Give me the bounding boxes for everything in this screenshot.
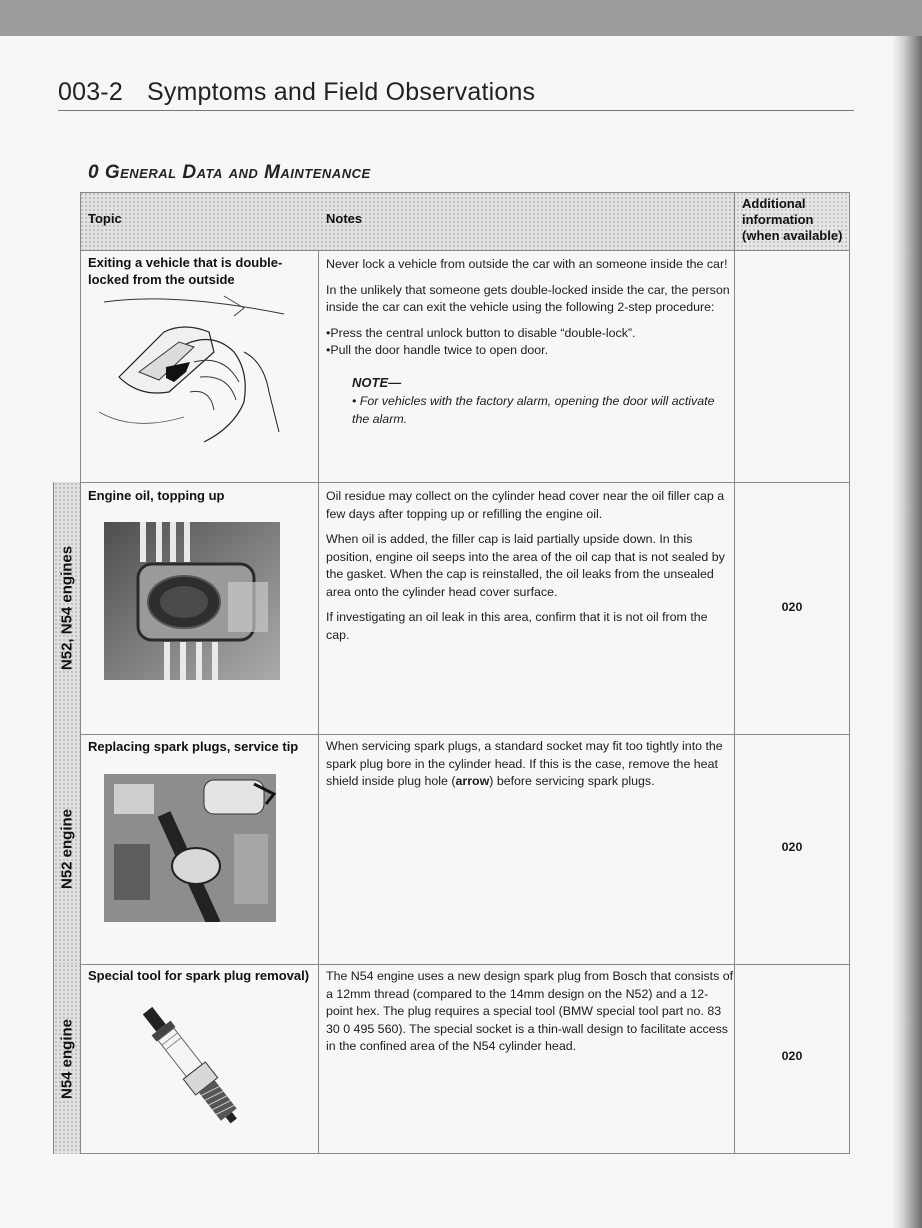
header-topic: Topic <box>88 211 122 226</box>
door-handle-illustration <box>94 292 294 462</box>
row2-ref: 020 <box>781 600 803 614</box>
scan-right-edge <box>892 36 922 1228</box>
chapter-title: Symptoms and Field Observations <box>146 78 536 106</box>
row1-notes: Never lock a vehicle from outside the car with an someone inside the car! In the unlikely that someone gets double-locked inside the car, the person inside the car can exit the vehicle using the following 2-step procedure: • Press the central unlock button to disable “double-lock”. • Pull the door handle twice to open door. NOTE— • For vehicles with the factory alarm, opening the door will activate the alarm. <box>326 256 734 428</box>
row4-notes: The N54 engine uses a new design spark plug from Bosch that consists of a 12mm thread (compared to the 14mm design on the N52) and a 12-point hex. The plug requires a special tool (BMW special tool part no. 83 30 0 495 560). The special socket is a thin-wall design to facilitate access in the confined area of the N54 cylinder head. <box>326 969 734 1053</box>
note-title: NOTE— <box>352 374 402 390</box>
row3-notes: When servicing spark plugs, a standard socket may fit too tightly into the spark plug bore in the cylinder head. If this is the case, remove the heat shield inside plug hole (arrow) before servicing spark plugs. <box>326 739 723 788</box>
maintenance-table <box>80 192 850 1154</box>
tab-n52-n54-engines: N52, N54 engines <box>53 482 80 734</box>
row3-topic: Replacing spark plugs, service tip <box>88 739 299 754</box>
row1-topic: Exiting a vehicle that is double- locked from the outside <box>88 255 283 287</box>
row1-bullets: • Press the central unlock button to disable “double-lock”. • Pull the door handle twice to open door. <box>326 325 734 360</box>
row4-ref: 020 <box>781 1049 803 1063</box>
spark-plug-well-photo <box>104 774 276 922</box>
oil-filler-cap-photo <box>104 522 280 680</box>
note-body: • For vehicles with the factory alarm, opening the door will activate the alarm. <box>352 394 715 426</box>
tab-n52-engine: N52 engine <box>53 734 80 964</box>
header-rule <box>58 110 854 111</box>
page-header <box>58 78 535 107</box>
scan-top-band <box>0 0 922 36</box>
row2-notes: Oil residue may collect on the cylinder head cover near the oil filler cap a few days after topping up or refilling the engine oil. When oil is added, the filler cap is laid partially upside down. In this position, engine oil seeps into the area of the oil cap that is not sealed by the gasket. When the cap is reinstalled, the oil leaks from the unsealed area onto the cylinder head cover surface. If investigating an oil leak in this area, confirm that it is not oil from the cap. <box>326 489 725 642</box>
header-notes: Notes <box>326 211 363 226</box>
row2-topic: Engine oil, topping up <box>88 488 225 503</box>
section-title: 0 General Data and Maintenance <box>88 162 371 183</box>
row3-ref: 020 <box>781 840 803 854</box>
row4-topic: Special tool for spark plug removal) <box>88 968 310 983</box>
header-additional-info: Additional information (when available) <box>742 196 843 243</box>
tab-n54-engine: N54 engine <box>53 964 80 1154</box>
spark-plug-illustration <box>120 992 260 1138</box>
page-number: 003-2 <box>58 78 123 106</box>
table-header-background <box>80 192 736 250</box>
